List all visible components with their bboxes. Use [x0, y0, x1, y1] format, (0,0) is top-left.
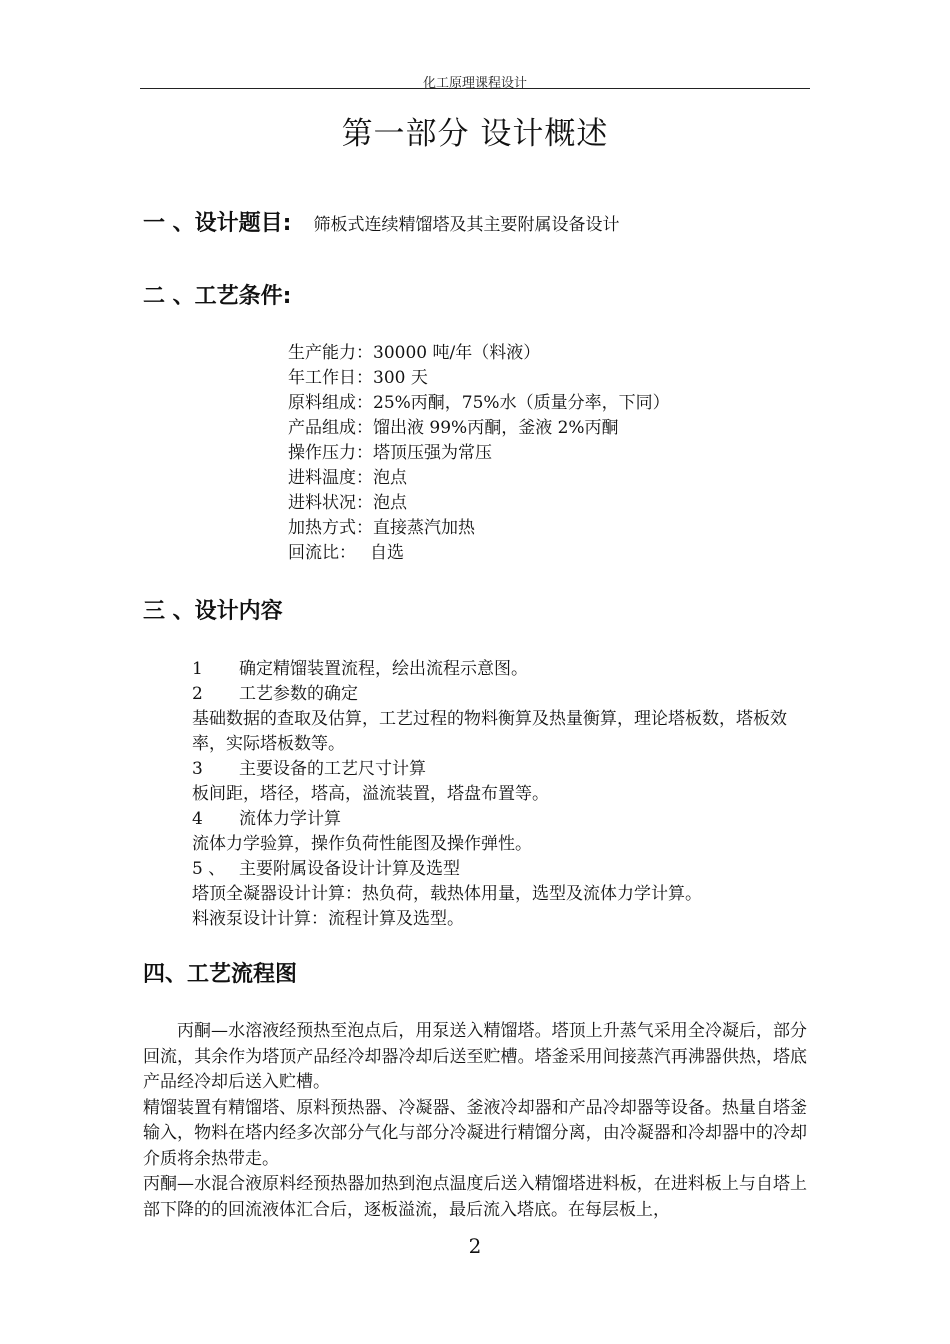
content-item-text: 塔顶全凝器设计计算：热负荷，载热体用量，选型及流体力学计算。 — [192, 884, 702, 904]
design-content-list — [192, 657, 831, 932]
process-conditions-list — [288, 341, 670, 566]
content-item-detail — [192, 782, 812, 807]
section-heading-process-conditions: 二 、工艺条件: — [143, 284, 292, 309]
condition-item — [288, 516, 670, 541]
section-heading-label: 一 、设计题目: — [143, 211, 292, 236]
content-item — [192, 857, 812, 882]
content-item-text: 流体力学计算 — [239, 809, 341, 829]
running-header: 化工原理课程设计 — [422, 76, 527, 91]
condition-label: 进料状况： — [288, 493, 373, 513]
content-item-text: 料液泵设计计算：流程计算及选型。 — [192, 909, 464, 929]
content-item-text: 确定精馏装置流程，绘出流程示意图。 — [239, 659, 528, 679]
condition-item — [288, 391, 670, 416]
condition-label: 原料组成： — [288, 393, 373, 413]
content-item-number: 2 — [192, 684, 203, 704]
content-item-number: 3 — [192, 759, 203, 779]
content-item-detail — [192, 707, 831, 757]
condition-label: 进料温度： — [288, 468, 373, 488]
paragraph: 精馏装置有精馏塔、原料预热器、冷凝器、釜液冷却器和产品冷却器等设备。热量自塔釜输入，物料在塔内经多次部分气化与部分冷凝进行精馏分离，由冷凝器和冷却器中的冷却介质将余热带走。 — [143, 1097, 807, 1169]
content-item-number: 1 — [192, 659, 203, 679]
process-flow-body — [143, 1019, 807, 1223]
condition-value: 泡点 — [373, 468, 407, 488]
condition-value: 25%丙酮，75%水（质量分率，下同） — [373, 393, 670, 413]
condition-label: 生产能力： — [288, 343, 373, 363]
content-item-text: 流体力学验算，操作负荷性能图及操作弹性。 — [192, 834, 532, 854]
content-item-text: 工艺参数的确定 — [239, 684, 358, 704]
condition-value: 泡点 — [373, 493, 407, 513]
condition-value: 300 天 — [373, 368, 428, 388]
condition-value: 直接蒸汽加热 — [373, 518, 475, 538]
header-rule — [140, 88, 810, 89]
condition-label: 回流比： — [288, 543, 356, 563]
content-item — [192, 757, 812, 782]
condition-value: 塔顶压强为常压 — [373, 443, 492, 463]
condition-item — [288, 416, 670, 441]
content-item — [192, 657, 812, 682]
paragraph: 丙酮—水溶液经预热至泡点后，用泵送入精馏塔。塔顶上升蒸气采用全冷凝后，部分回流，其余作为塔顶产品经冷却器冷却后送至贮槽。塔釜采用间接蒸汽再沸器供热，塔底产品经冷却后送入贮槽。 — [143, 1021, 807, 1092]
condition-label: 加热方式： — [288, 518, 373, 538]
content-item-detail — [192, 832, 812, 857]
design-topic-text: 筛板式连续精馏塔及其主要附属设备设计 — [313, 215, 620, 235]
condition-value: 30000 吨/年（料液） — [373, 343, 541, 363]
page-title: 第一部分 设计概述 — [341, 116, 609, 152]
paragraph: 丙酮—水混合液原料经预热器加热到泡点温度后送入精馏塔进料板，在进料板上与自塔上部下降的的回流液体汇合后，逐板溢流，最后流入塔底。在每层板上， — [143, 1174, 807, 1220]
content-item-text: 主要设备的工艺尺寸计算 — [239, 759, 426, 779]
condition-item — [288, 441, 670, 466]
condition-label: 年工作日： — [288, 368, 373, 388]
condition-value: 自选 — [370, 543, 404, 563]
content-item-text: 板间距，塔径，塔高，溢流装置，塔盘布置等。 — [192, 784, 549, 804]
section-heading-process-flow: 四、工艺流程图 — [143, 962, 298, 987]
condition-item — [288, 466, 670, 491]
content-item — [192, 682, 812, 707]
content-item-number: 5 、 — [192, 859, 226, 879]
condition-label: 产品组成： — [288, 418, 373, 438]
content-item-text: 主要附属设备设计计算及选型 — [239, 859, 460, 879]
condition-item — [288, 341, 670, 366]
content-item-detail — [192, 907, 812, 932]
page-number: 2 — [468, 1234, 482, 1258]
condition-value: 馏出液 99%丙酮，釜液 2%丙酮 — [373, 418, 619, 438]
condition-item — [288, 541, 670, 566]
content-item-number: 4 — [192, 809, 203, 829]
content-item — [192, 807, 812, 832]
content-item-text: 基础数据的查取及估算，工艺过程的物料衡算及热量衡算，理论塔板数，塔板效 率，实际塔板数等。 — [192, 709, 831, 754]
section-heading-design-topic — [143, 206, 619, 237]
condition-item — [288, 491, 670, 516]
section-heading-design-content: 三 、设计内容 — [143, 599, 283, 624]
content-item-detail — [192, 882, 812, 907]
condition-item — [288, 366, 670, 391]
condition-label: 操作压力： — [288, 443, 373, 463]
